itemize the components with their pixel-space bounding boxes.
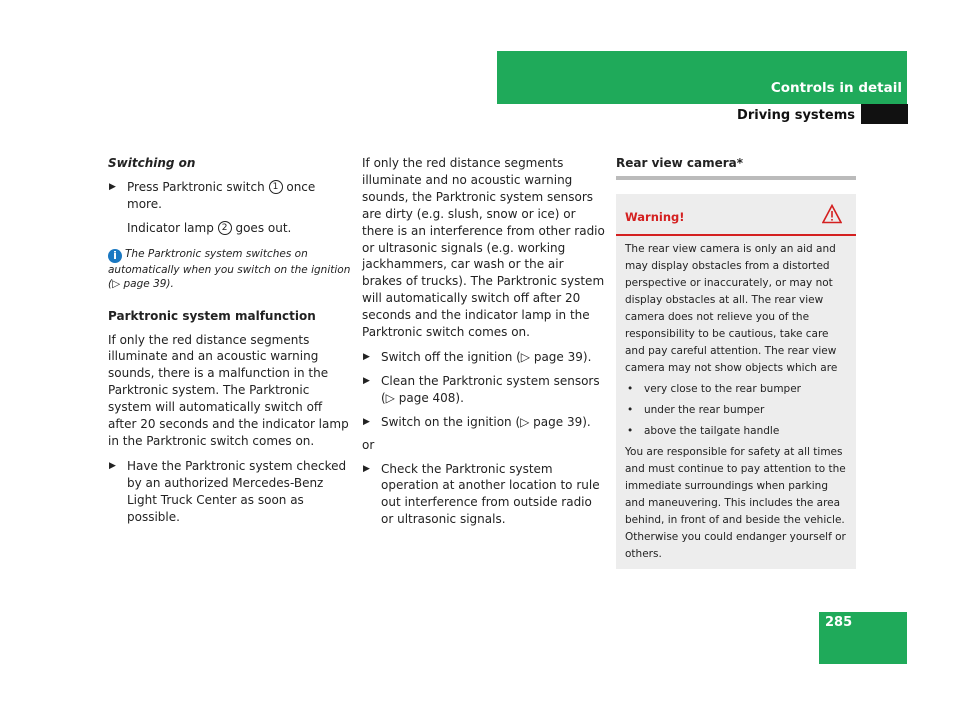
header-band xyxy=(497,51,907,104)
or-separator: or xyxy=(362,437,375,452)
column-right xyxy=(616,155,856,569)
bullet-arrow-icon: ▶ xyxy=(363,416,370,427)
warning-label: Warning! xyxy=(625,209,685,224)
warning-list-item: • very close to the rear bumper xyxy=(625,381,847,398)
list-dot-icon: • xyxy=(627,382,634,395)
info-icon: i xyxy=(108,249,122,263)
step-switch-off: ▶ Switch off the ignition (▷ page 39). xyxy=(363,349,592,364)
warning-outro: You are responsible for safety at all times and must continue to pay attention to the immediate surroundings when parking and maneuvering. This includes the area behind, in front of and beside the vehicle. Otherwise you could endanger yourself or others. xyxy=(625,445,846,560)
column-left xyxy=(108,155,353,526)
warning-list-item: • under the rear bumper xyxy=(625,402,847,419)
warning-body xyxy=(616,236,856,563)
malfunction-body: If only the red distance segments illuminate and an acoustic warning sounds, there is a malfunction in the Parktronic system. The Parktronic system will automatically switch off after 20 seconds and the indicator lamp in the Parktronic switch comes on. xyxy=(108,332,349,448)
rear-view-camera-heading: Rear view camera* xyxy=(616,156,744,170)
warning-list-item: • above the tailgate handle xyxy=(625,423,847,440)
list-dot-icon: • xyxy=(627,424,634,437)
heading-rule xyxy=(616,176,856,180)
step-switch-on: ▶ Switch on the ignition (▷ page 39). xyxy=(363,414,591,429)
bullet-arrow-icon: ▶ xyxy=(363,375,370,386)
malfunction-heading: Parktronic system malfunction xyxy=(108,308,316,323)
bullet-arrow-icon: ▶ xyxy=(363,351,370,362)
interference-body: If only the red distance segments illuminate and no acoustic warning sounds, the Parktronic system sensors are dirty (e.g. slush, snow or ice) or there is an interference from other radio or ultrasonic signals (e.g. working jackhammers, car wash or the air brakes of trucks). The Parktronic system will automatically switch off after 20 seconds and the indicator lamp in the Parktronic switch comes on. xyxy=(362,156,605,340)
page-number: 285 xyxy=(825,615,853,630)
warning-header xyxy=(616,194,856,236)
bullet-arrow-icon: ▶ xyxy=(363,463,370,474)
switching-on-heading: Switching on xyxy=(108,156,196,170)
bullet-arrow-icon: ▶ xyxy=(109,460,116,471)
warning-intro: The rear view camera is only an aid and may display obstacles from a distorted perspective or inaccurately, or may not display obstacles at all. The rear view camera does not relieve you of the responsibility to be cautious, take care and pay careful attention. The rear view camera may not show objects which are xyxy=(625,242,838,374)
section-title: Controls in detail xyxy=(770,80,902,96)
section-subtitle: Driving systems xyxy=(737,108,855,123)
warning-triangle-icon xyxy=(822,204,842,224)
step-check-operation: ▶ Check the Parktronic system operation at another location to rule out interference from outside radio or ultrasonic signals. xyxy=(363,461,600,527)
info-note: i The Parktronic system switches on automatically when you switch on the ignition (▷ page 39). xyxy=(108,247,351,291)
step-have-checked: ▶ Have the Parktronic system checked by an authorized Mercedes-Benz Light Truck Center as soon as possible. xyxy=(109,458,347,524)
section-tab-marker xyxy=(861,104,908,124)
step-result: Indicator lamp 2 goes out. xyxy=(127,220,292,235)
column-middle xyxy=(362,155,607,528)
step-clean-sensors: ▶ Clean the Parktronic system sensors (▷ page 408). xyxy=(363,373,600,405)
warning-box xyxy=(616,194,856,569)
step-press-switch: ▶ Press Parktronic switch 1 once more. xyxy=(109,179,316,211)
callout-number: 1 xyxy=(269,180,283,194)
bullet-arrow-icon: ▶ xyxy=(109,181,116,192)
callout-number: 2 xyxy=(218,221,232,235)
list-dot-icon: • xyxy=(627,403,634,416)
